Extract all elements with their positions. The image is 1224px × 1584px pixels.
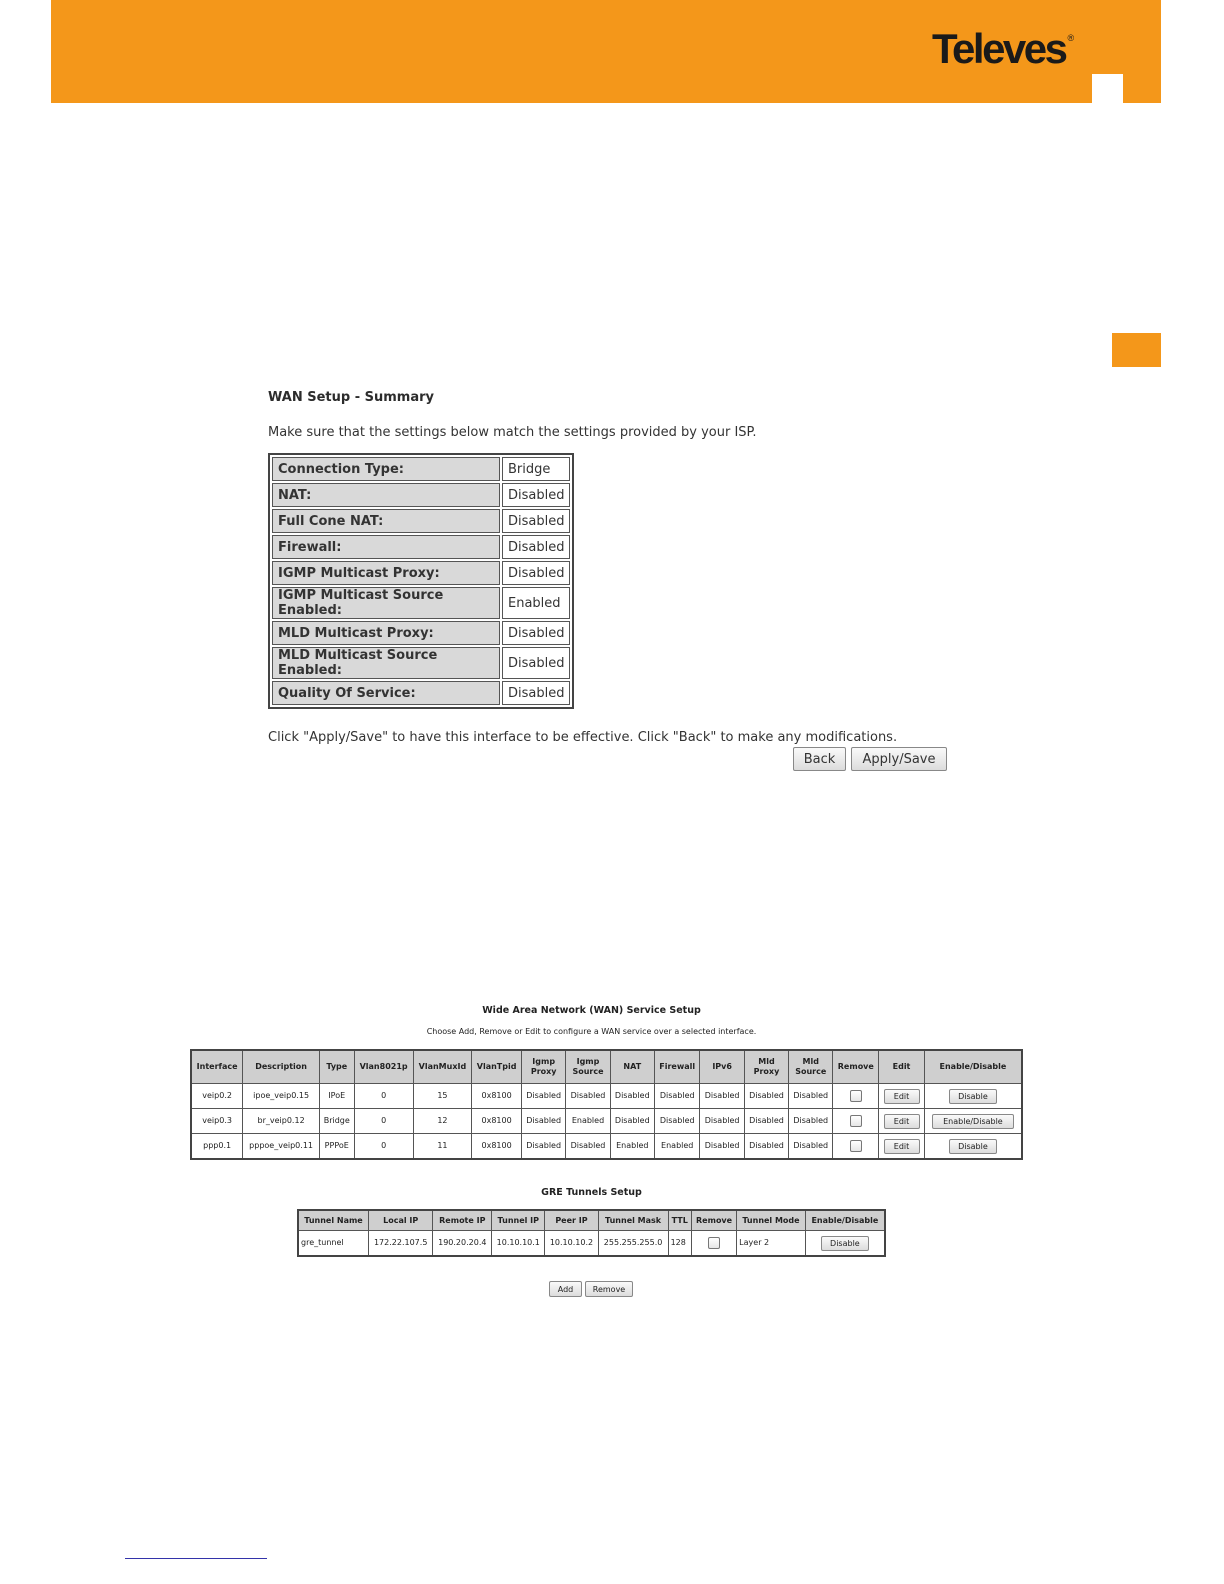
gre-cell-mask: 255.255.255.0: [598, 1231, 668, 1257]
gre-column-header: Tunnel IP: [492, 1210, 545, 1231]
wan-edit-button[interactable]: Edit: [884, 1114, 920, 1129]
summary-title: WAN Setup - Summary: [268, 390, 434, 405]
summary-value: Bridge: [502, 457, 570, 481]
wan-cell-vlanmuxid: 11: [413, 1134, 472, 1160]
wan-column-header: [354, 1050, 413, 1084]
summary-label: Firewall:: [272, 535, 500, 559]
gre-cell-mode: Layer 2: [737, 1231, 806, 1257]
gre-column-header: Enable/Disable: [805, 1210, 885, 1231]
wan-column-header: [924, 1050, 1022, 1084]
wan-cell-firewall: Disabled: [654, 1109, 700, 1134]
wan-cell-mld-proxy: Disabled: [744, 1134, 788, 1160]
brand-name: Televes: [932, 25, 1066, 72]
summary-row: [272, 457, 570, 481]
wan-remove-cell: [833, 1134, 879, 1160]
wan-column-header: [522, 1050, 566, 1084]
gre-column-header: Tunnel Mask: [598, 1210, 668, 1231]
wan-toggle-button[interactable]: Enable/Disable: [932, 1114, 1014, 1129]
wan-cell-firewall: Disabled: [654, 1084, 700, 1109]
summary-row: [272, 621, 570, 645]
wan-cell-interface: veip0.2: [191, 1084, 243, 1109]
wan-column-header-text: Proxy: [530, 1067, 557, 1076]
gre-cell-ttl: 128: [668, 1231, 691, 1257]
wan-cell-interface: veip0.3: [191, 1109, 243, 1134]
wan-edit-cell: [879, 1109, 925, 1134]
wan-toggle-cell: [924, 1084, 1022, 1109]
wan-cell-vlantpid: 0x8100: [472, 1134, 522, 1160]
summary-note: Click "Apply/Save" to have this interface to be effective. Click "Back" to make any modifications.: [268, 730, 898, 745]
wan-column-header: [833, 1050, 879, 1084]
summary-row: [272, 587, 570, 619]
gre-remove-cell: [691, 1231, 736, 1257]
wan-remove-checkbox[interactable]: [850, 1115, 862, 1127]
wan-column-header: [654, 1050, 700, 1084]
wan-column-header-text: Proxy: [753, 1067, 780, 1076]
gre-cell-peer-ip: 10.10.10.2: [545, 1231, 598, 1257]
gre-cell-local-ip: 172.22.107.5: [369, 1231, 433, 1257]
wan-cell-ipv6: Disabled: [700, 1084, 744, 1109]
wan-service-row: [191, 1109, 1022, 1134]
wan-service-intro: Choose Add, Remove or Edit to configure a WAN service over a selected interface.: [426, 1027, 757, 1036]
summary-label: NAT:: [272, 483, 500, 507]
wan-cell-vlantpid: 0x8100: [472, 1084, 522, 1109]
wan-toggle-button[interactable]: Disable: [949, 1139, 997, 1154]
gre-column-header: Remove: [691, 1210, 736, 1231]
wan-column-header-text: Igmp: [532, 1057, 556, 1066]
gre-cell-remote-ip: 190.20.20.4: [433, 1231, 492, 1257]
summary-value: Disabled: [502, 561, 570, 585]
wan-column-header: [700, 1050, 744, 1084]
wan-remove-cell: [833, 1109, 879, 1134]
wan-cell-vlanmuxid: 15: [413, 1084, 472, 1109]
wan-column-header-text: Remove: [837, 1062, 874, 1071]
gre-toggle-cell: [805, 1231, 885, 1257]
summary-row: [272, 483, 570, 507]
wan-cell-mld-proxy: Disabled: [744, 1109, 788, 1134]
gre-remove-checkbox[interactable]: [708, 1237, 720, 1249]
wan-cell-vlan8021p: 0: [354, 1134, 413, 1160]
summary-value: Disabled: [502, 647, 570, 679]
gre-column-header: Local IP: [369, 1210, 433, 1231]
summary-value: Disabled: [502, 483, 570, 507]
wan-column-header-text: VlanTpid: [476, 1062, 517, 1071]
wan-edit-cell: [879, 1134, 925, 1160]
wan-cell-mld-source: Disabled: [789, 1084, 833, 1109]
wan-toggle-cell: [924, 1134, 1022, 1160]
wan-column-header-text: Interface: [196, 1062, 238, 1071]
header-notch: [1092, 74, 1123, 103]
summary-row: [272, 681, 570, 705]
wan-column-header-text: Edit: [892, 1062, 911, 1071]
summary-value: Disabled: [502, 621, 570, 645]
wan-column-header-text: Description: [255, 1062, 307, 1071]
wan-column-header: [191, 1050, 243, 1084]
wan-edit-button[interactable]: Edit: [884, 1089, 920, 1104]
summary-label: MLD Multicast Proxy:: [272, 621, 500, 645]
add-button[interactable]: Add: [549, 1281, 582, 1297]
summary-value: Disabled: [502, 535, 570, 559]
wan-remove-checkbox[interactable]: [850, 1140, 862, 1152]
wan-column-header: [610, 1050, 654, 1084]
wan-column-header-text: IPv6: [712, 1062, 732, 1071]
footer-rule: [125, 1558, 267, 1559]
summary-row: [272, 509, 570, 533]
wan-column-header-text: Type: [326, 1062, 348, 1071]
gre-toggle-button[interactable]: Disable: [821, 1236, 869, 1251]
side-tab-marker: [1112, 333, 1161, 367]
wan-cell-type: PPPoE: [319, 1134, 354, 1160]
summary-label: MLD Multicast Source Enabled:: [272, 647, 500, 679]
wan-cell-nat: Disabled: [610, 1109, 654, 1134]
wan-cell-mld-source: Disabled: [789, 1109, 833, 1134]
remove-button[interactable]: Remove: [585, 1281, 633, 1297]
wan-cell-mld-source: Disabled: [789, 1134, 833, 1160]
wan-cell-type: IPoE: [319, 1084, 354, 1109]
gre-column-header: Peer IP: [545, 1210, 598, 1231]
gre-column-header: TTL: [668, 1210, 691, 1231]
wan-cell-interface: ppp0.1: [191, 1134, 243, 1160]
summary-label: Connection Type:: [272, 457, 500, 481]
wan-cell-vlan8021p: 0: [354, 1084, 413, 1109]
apply-save-button[interactable]: Apply/Save: [851, 747, 947, 771]
televes-logo: [932, 25, 1075, 72]
wan-summary-panel: [268, 390, 968, 767]
wan-cell-mld-proxy: Disabled: [744, 1084, 788, 1109]
wan-service-title: Wide Area Network (WAN) Service Setup: [482, 1005, 701, 1016]
wan-column-header: [243, 1050, 320, 1084]
gre-tunnels-table: [297, 1209, 886, 1257]
wan-cell-ipv6: Disabled: [700, 1109, 744, 1134]
wan-cell-igmp-proxy: Disabled: [522, 1109, 566, 1134]
wan-column-header: [789, 1050, 833, 1084]
wan-toggle-button[interactable]: Disable: [949, 1089, 997, 1104]
wan-edit-button[interactable]: Edit: [884, 1139, 920, 1154]
wan-cell-igmp-proxy: Disabled: [522, 1084, 566, 1109]
wan-column-header-text: VlanMuxId: [418, 1062, 467, 1071]
gre-tunnel-row: [298, 1231, 885, 1257]
wan-cell-description: pppoe_veip0.11: [243, 1134, 320, 1160]
wan-cell-description: ipoe_veip0.15: [243, 1084, 320, 1109]
wan-column-header-text: Igmp: [576, 1057, 600, 1066]
summary-table: [268, 453, 574, 709]
wan-column-header: [566, 1050, 610, 1084]
wan-edit-cell: [879, 1084, 925, 1109]
wan-toggle-cell: [924, 1109, 1022, 1134]
summary-label: Quality Of Service:: [272, 681, 500, 705]
gre-column-header: Tunnel Mode: [737, 1210, 806, 1231]
wan-column-header-text: Vlan8021p: [359, 1062, 408, 1071]
wan-column-header-text: Mld: [802, 1057, 819, 1066]
wan-column-header-text: NAT: [623, 1062, 642, 1071]
brand-registered-mark: ®: [1067, 33, 1075, 43]
wan-service-row: [191, 1134, 1022, 1160]
wan-cell-vlanmuxid: 12: [413, 1109, 472, 1134]
wan-service-table: [190, 1049, 1023, 1160]
wan-remove-checkbox[interactable]: [850, 1090, 862, 1102]
summary-intro: Make sure that the settings below match the settings provided by your ISP.: [268, 425, 757, 440]
summary-label: IGMP Multicast Source Enabled:: [272, 587, 500, 619]
back-button[interactable]: Back: [793, 747, 846, 771]
wan-cell-description: br_veip0.12: [243, 1109, 320, 1134]
wan-column-header-text: Mld: [758, 1057, 775, 1066]
gre-column-header: Remote IP: [433, 1210, 492, 1231]
gre-title: GRE Tunnels Setup: [541, 1187, 642, 1198]
gre-cell-name: gre_tunnel: [298, 1231, 369, 1257]
gre-column-header: Tunnel Name: [298, 1210, 369, 1231]
summary-label: IGMP Multicast Proxy:: [272, 561, 500, 585]
wan-service-row: [191, 1084, 1022, 1109]
summary-row: [272, 561, 570, 585]
wan-cell-igmp-source: Enabled: [566, 1109, 610, 1134]
summary-label: Full Cone NAT:: [272, 509, 500, 533]
wan-cell-igmp-source: Disabled: [566, 1084, 610, 1109]
wan-column-header-text: Firewall: [659, 1062, 696, 1071]
wan-column-header: [319, 1050, 354, 1084]
summary-row: [272, 535, 570, 559]
wan-remove-cell: [833, 1084, 879, 1109]
wan-column-header: [879, 1050, 925, 1084]
wan-cell-nat: Enabled: [610, 1134, 654, 1160]
wan-cell-igmp-source: Disabled: [566, 1134, 610, 1160]
wan-column-header-text: Source: [795, 1067, 827, 1076]
gre-cell-tunnel-ip: 10.10.10.1: [492, 1231, 545, 1257]
wan-cell-igmp-proxy: Disabled: [522, 1134, 566, 1160]
summary-value: Enabled: [502, 587, 570, 619]
wan-cell-vlan8021p: 0: [354, 1109, 413, 1134]
wan-cell-type: Bridge: [319, 1109, 354, 1134]
wan-column-header: [744, 1050, 788, 1084]
wan-cell-vlantpid: 0x8100: [472, 1109, 522, 1134]
wan-column-header: [413, 1050, 472, 1084]
summary-row: [272, 647, 570, 679]
wan-column-header-text: Enable/Disable: [939, 1062, 1007, 1071]
wan-column-header: [472, 1050, 522, 1084]
summary-value: Disabled: [502, 681, 570, 705]
wan-cell-nat: Disabled: [610, 1084, 654, 1109]
summary-value: Disabled: [502, 509, 570, 533]
wan-cell-firewall: Enabled: [654, 1134, 700, 1160]
wan-column-header-text: Source: [572, 1067, 604, 1076]
wan-cell-ipv6: Disabled: [700, 1134, 744, 1160]
